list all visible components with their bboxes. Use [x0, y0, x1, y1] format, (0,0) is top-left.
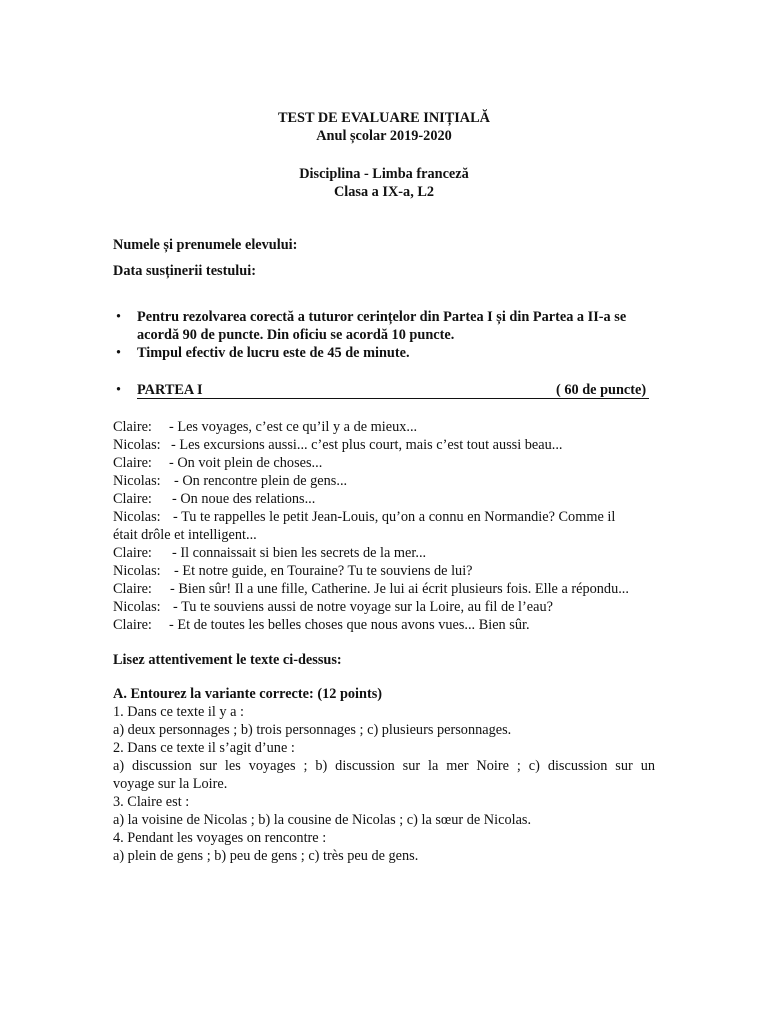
class-label: Clasa a IX-a, L2: [333, 184, 435, 200]
bullet-icon: •: [116, 345, 122, 361]
speaker: Claire:: [113, 491, 152, 507]
question-2-options-line1: a) discussion sur les voyages ; b) discussion sur la mer Noire ; c) discussion sur un: [113, 758, 655, 774]
line-text: - Les voyages, c’est ce qu’il y a de mieux...: [169, 419, 418, 435]
read-instruction: Lisez attentivement le texte ci-dessus:: [113, 652, 342, 668]
dialogue-line: [113, 544, 426, 562]
student-name-label: Numele și prenumele elevului:: [113, 237, 298, 253]
line-text: - Tu te souviens aussi de notre voyage sur la Loire, au fil de l’eau?: [173, 599, 553, 615]
line-text: - On voit plein de choses...: [169, 455, 323, 471]
question-4: 4. Pendant les voyages on rencontre :: [113, 830, 327, 846]
line-text: - Et notre guide, en Touraine? Tu te souviens de lui?: [174, 563, 473, 579]
school-year: Anul școlar 2019-2020: [316, 128, 452, 144]
question-3-options: a) la voisine de Nicolas ; b) la cousine de Nicolas ; c) la sœur de Nicolas.: [113, 812, 532, 828]
dialogue-line: [113, 616, 530, 634]
line-text: - Il connaissait si bien les secrets de la mer...: [172, 545, 427, 561]
question-1-options: a) deux personnages ; b) trois personnages ; c) plusieurs personnages.: [113, 722, 512, 738]
question-3: 3. Claire est :: [113, 794, 190, 810]
line-text: - Les excursions aussi... c’est plus court, mais c’est tout aussi beau...: [171, 437, 563, 453]
dialogue-line-continuation: était drôle et intelligent...: [113, 527, 257, 543]
dialogue-line: [113, 418, 417, 436]
instruction-1-line1: Pentru rezolvarea corectă a tuturor cerințelor din Partea I și din Partea a II-a se: [137, 309, 627, 325]
question-1: 1. Dans ce texte il y a :: [113, 704, 245, 720]
part1-underline: [137, 398, 649, 399]
speaker: Claire:: [113, 419, 152, 435]
dialogue-line: [113, 580, 629, 598]
dialogue-line: [113, 562, 473, 580]
instruction-2: Timpul efectiv de lucru este de 45 de minute.: [137, 345, 410, 361]
dialogue-line: [113, 490, 315, 508]
speaker: Claire:: [113, 455, 152, 471]
dialogue-line: [113, 598, 553, 616]
instruction-1-line2: acordă 90 de puncte. Din oficiu se acordă 10 puncte.: [137, 327, 455, 343]
discipline: Disciplina - Limba franceză: [299, 166, 469, 182]
line-text: - On rencontre plein de gens...: [174, 473, 348, 489]
bullet-icon: •: [116, 309, 122, 325]
part1-title: PARTEA I: [137, 382, 203, 398]
speaker: Claire:: [113, 617, 152, 633]
test-title: TEST DE EVALUARE INIȚIALĂ: [277, 110, 490, 126]
dialogue-line: [113, 436, 563, 454]
speaker: Claire:: [113, 581, 152, 597]
dialogue-line: [113, 454, 322, 472]
line-text: - Tu te rappelles le petit Jean-Louis, qu’on a connu en Normandie? Comme il: [173, 509, 616, 525]
speaker: Claire:: [113, 545, 152, 561]
bullet-icon: •: [116, 382, 122, 398]
speaker: Nicolas:: [113, 509, 161, 525]
dialogue-line: [113, 472, 347, 490]
question-4-options: a) plein de gens ; b) peu de gens ; c) très peu de gens.: [113, 848, 419, 864]
speaker: Nicolas:: [113, 599, 161, 615]
part1-points: ( 60 de puncte): [556, 382, 647, 398]
speaker: Nicolas:: [113, 437, 161, 453]
question-2-options-line2: voyage sur la Loire.: [113, 776, 228, 792]
line-text: - Et de toutes les belles choses que nous avons vues... Bien sûr.: [169, 617, 530, 633]
question-2: 2. Dans ce texte il s’agit d’une :: [113, 740, 295, 756]
test-date-label: Data susținerii testului:: [113, 263, 256, 279]
speaker: Nicolas:: [113, 563, 161, 579]
dialogue-line: [113, 508, 615, 526]
section-a-title: A. Entourez la variante correcte: (12 points): [113, 686, 383, 702]
line-text: - Bien sûr! Il a une fille, Catherine. Je lui ai écrit plusieurs fois. Elle a répondu...: [170, 581, 629, 597]
speaker: Nicolas:: [113, 473, 161, 489]
line-text: - On noue des relations...: [172, 491, 316, 507]
